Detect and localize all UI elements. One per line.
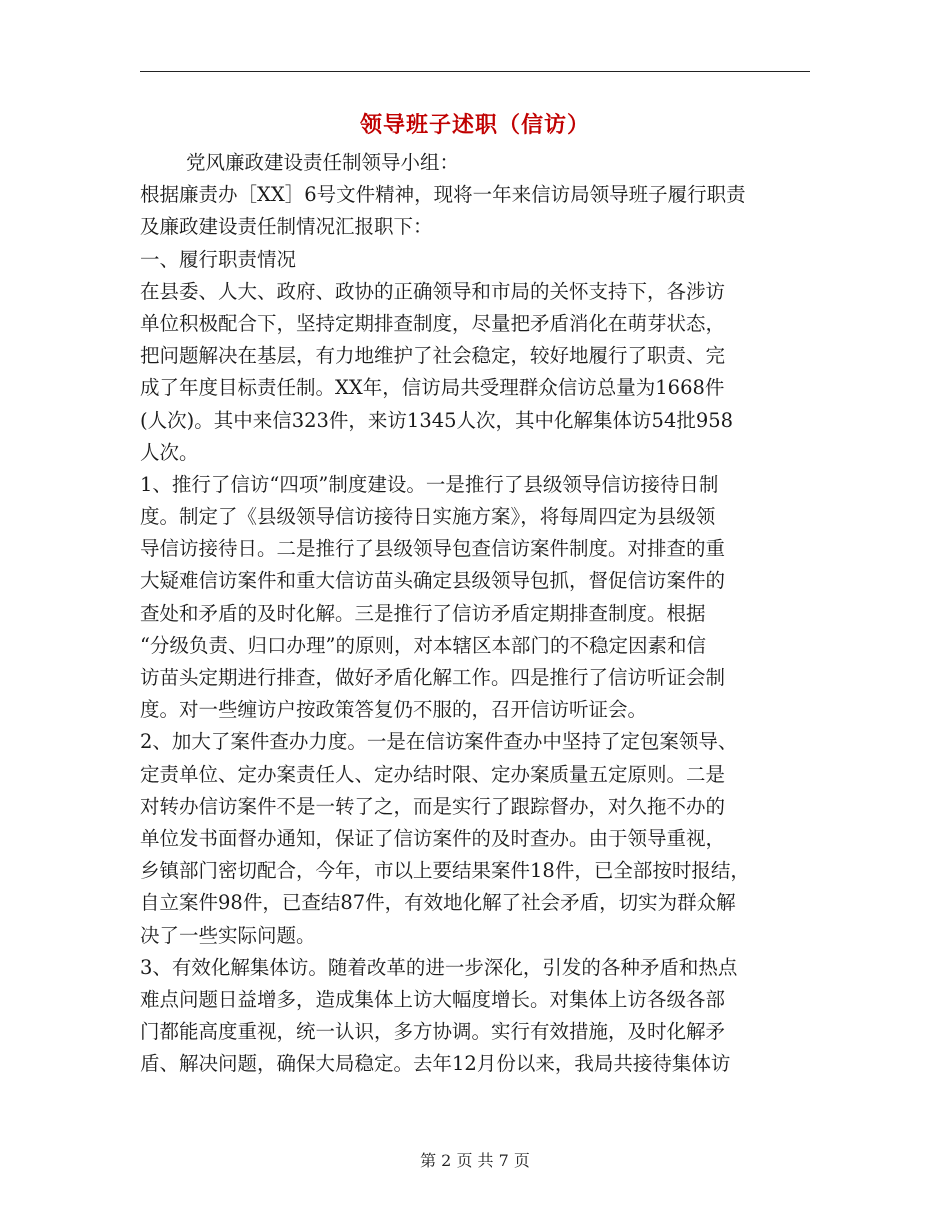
header-rule — [140, 71, 810, 72]
body-line: 及廉政建设责任制情况汇报职下： — [140, 215, 433, 239]
body-line: 度。制定了《县级领导信访接待日实施方案》，将每周四定为县级领 — [140, 505, 716, 529]
body-line: 成了年度目标责任制。XX年，信访局共受理群众信访总量为1668件 — [140, 376, 725, 400]
body-line: 1、推行了信访“四项”制度建设。一是推行了县级领导信访接待日制 — [140, 472, 719, 496]
body-line: 人次。 — [140, 440, 199, 464]
body-line: 3、有效化解集体访。随着改革的进一步深化，引发的各种矛盾和热点 — [140, 955, 738, 979]
section-heading: 一、履行职责情况 — [140, 247, 297, 271]
body-line: 单位积极配合下，坚持定期排查制度，尽量把矛盾消化在萌芽状态， — [140, 311, 726, 335]
document-title: 领导班子述职（信访） — [359, 112, 590, 138]
body-line: 对转办信访案件不是一转了之，而是实行了跟踪督办，对久拖不办的 — [140, 794, 726, 818]
body-line: 盾、解决问题，确保大局稳定。去年12月份以来，我局共接待集体访 — [140, 1052, 731, 1076]
body-line: 2、加大了案件查办力度。一是在信访案件查办中坚持了定包案领导、 — [140, 730, 738, 754]
body-line: “分级负责、归口办理”的原则，对本辖区本部门的不稳定因素和信 — [140, 633, 706, 657]
body-line: 在县委、人大、政府、政协的正确领导和市局的关怀支持下，各涉访 — [140, 279, 726, 303]
body-line: 查处和矛盾的及时化解。三是推行了信访矛盾定期排查制度。根据 — [140, 601, 706, 625]
body-line: 度。对一些缠访户按政策答复仍不服的，召开信访听证会。 — [140, 698, 648, 722]
body-line: 访苗头定期进行排查，做好矛盾化解工作。四是推行了信访听证会制 — [140, 666, 726, 689]
body-line: 门都能高度重视，统一认识，多方协调。实行有效措施，及时化解矛 — [140, 1020, 726, 1044]
body-line: 难点问题日益增多，造成集体上访大幅度增长。对集体上访各级各部 — [140, 987, 726, 1011]
page-number-footer: 第 2 页 共 7 页 — [420, 1151, 530, 1170]
body-line: 把问题解决在基层，有力地维护了社会稳定，较好地履行了职责、完 — [140, 344, 726, 368]
salutation-line: 党风廉政建设责任制领导小组： — [186, 151, 460, 174]
document-body — [140, 147, 810, 1080]
body-line: (人次)。其中来信323件，来访1345人次，其中化解集体访54批958 — [140, 408, 734, 432]
body-line: 导信访接待日。二是推行了县级领导包查信访案件制度。对排查的重 — [140, 537, 726, 561]
body-line: 定责单位、定办案责任人、定办结时限、定办案质量五定原则。二是 — [140, 762, 726, 786]
body-line: 决了一些实际问题。 — [140, 923, 316, 947]
body-line: 单位发书面督办通知，保证了信访案件的及时查办。由于领导重视， — [140, 826, 726, 850]
body-line: 大疑难信访案件和重大信访苗头确定县级领导包抓，督促信访案件的 — [140, 569, 726, 593]
body-line: 自立案件98件，已查结87件，有效地化解了社会矛盾，切实为群众解 — [140, 891, 736, 915]
body-line: 根据廉责办［XX］6号文件精神，现将一年来信访局领导班子履行职责 — [140, 183, 746, 207]
body-line: 乡镇部门密切配合，今年，市以上要结果案件18件，已全部按时报结， — [140, 859, 750, 883]
